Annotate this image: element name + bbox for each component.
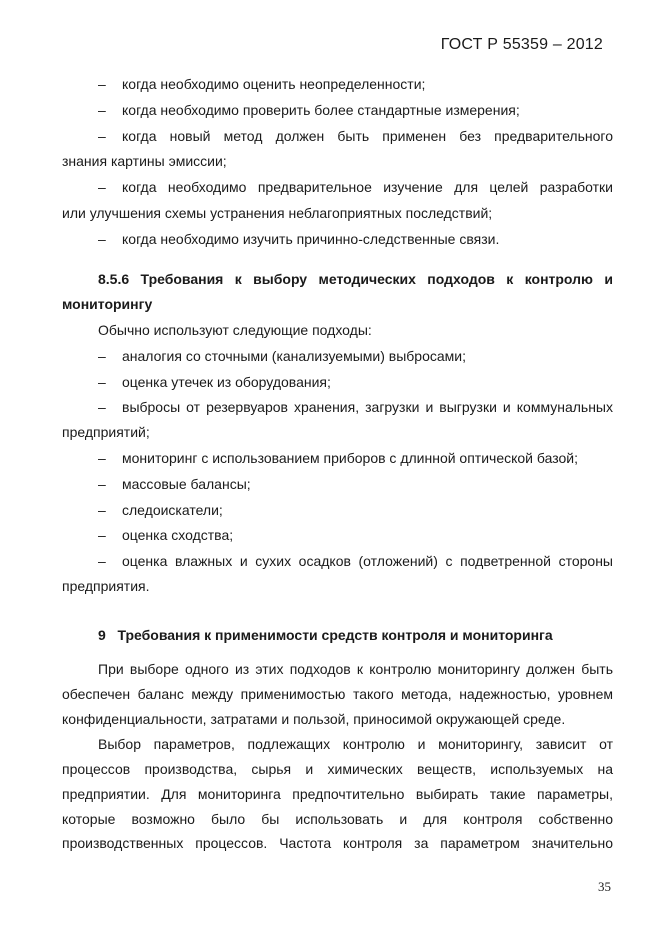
list-item-text: оценка утечек из оборудования; xyxy=(122,374,331,390)
dash-marker: – xyxy=(98,76,106,92)
section-heading: 8.5.6 Требования к выбору методических подходов к контролю и xyxy=(98,271,613,287)
dash-marker: – xyxy=(98,399,106,415)
page-number: 35 xyxy=(598,879,611,894)
dash-marker: – xyxy=(98,128,106,144)
dash-marker: – xyxy=(98,374,106,390)
dash-marker: – xyxy=(98,348,106,364)
dash-marker: – xyxy=(98,102,106,118)
list-item xyxy=(98,501,223,519)
list-item-continuation: знания картины эмиссии; xyxy=(62,153,227,169)
paragraph-intro: Обычно используют следующие подходы: xyxy=(98,322,372,338)
paragraph-line: обеспечен баланс между применимостью такого метода, надежностью, уровнем xyxy=(62,686,613,702)
list-item xyxy=(98,101,520,119)
dash-marker: – xyxy=(98,527,106,543)
list-item xyxy=(98,347,466,365)
list-item-text: оценка влажных и сухих осадков (отложений) с подветренной стороны xyxy=(122,553,613,569)
section-heading: 9 Требования к применимости средств контроля и мониторинга xyxy=(98,627,553,643)
list-item xyxy=(98,552,613,570)
list-item-continuation: предприятия. xyxy=(62,578,150,594)
list-item-text: следоискатели; xyxy=(122,502,223,518)
dash-marker: – xyxy=(98,502,106,518)
list-item xyxy=(98,475,251,493)
list-item-text: когда необходимо изучить причинно-следственные связи. xyxy=(122,231,500,247)
list-item-text: когда необходимо предварительное изучение для целей разработки xyxy=(122,179,613,195)
dash-marker: – xyxy=(98,476,106,492)
list-item xyxy=(98,373,331,391)
list-item xyxy=(98,230,499,248)
list-item-text: когда новый метод должен быть применен без предварительного xyxy=(122,128,613,144)
paragraph-line: конфиденциальности, затратами и пользой, приносимой окружающей среде. xyxy=(62,711,566,727)
paragraph-line: которые возможно было бы использовать и для контроля собственно xyxy=(62,811,613,827)
dash-marker: – xyxy=(98,231,106,247)
list-item xyxy=(98,75,425,93)
list-item-text: когда необходимо оценить неопределенности; xyxy=(122,76,426,92)
list-item xyxy=(98,127,613,145)
list-item xyxy=(98,398,613,416)
dash-marker: – xyxy=(98,553,106,569)
dash-marker: – xyxy=(98,179,106,195)
list-item xyxy=(98,178,613,196)
list-item-text: аналогия со сточными (канализуемыми) выбросами; xyxy=(122,348,466,364)
list-item-continuation: или улучшения схемы устранения неблагоприятных последствий; xyxy=(62,205,493,221)
paragraph-line: предприятии. Для мониторинга предпочтительно выбирать такие параметры, xyxy=(62,786,613,802)
paragraph-line: При выборе одного из этих подходов к контролю мониторингу должен быть xyxy=(98,661,613,677)
list-item xyxy=(98,449,578,467)
list-item-text: выбросы от резервуаров хранения, загрузки и выгрузки и коммунальных xyxy=(122,399,613,415)
list-item-text: оценка сходства; xyxy=(122,527,234,543)
list-item-text: массовые балансы; xyxy=(122,476,251,492)
paragraph-line: Выбор параметров, подлежащих контролю и мониторингу, зависит от xyxy=(98,736,613,752)
list-item-text: когда необходимо проверить более стандартные измерения; xyxy=(122,102,520,118)
paragraph-line: процессов производства, сырья и химических веществ, используемых на xyxy=(62,761,613,777)
list-item-text: мониторинг с использованием приборов с длинной оптической базой; xyxy=(122,450,578,466)
list-item xyxy=(98,526,233,544)
section-heading-continuation: мониторингу xyxy=(62,296,153,312)
document-header: ГОСТ Р 55359 – 2012 xyxy=(440,36,603,53)
list-item-continuation: предприятий; xyxy=(62,424,150,440)
paragraph-line: производственных процессов. Частота контроля за параметром значительно xyxy=(62,835,613,851)
dash-marker: – xyxy=(98,450,106,466)
